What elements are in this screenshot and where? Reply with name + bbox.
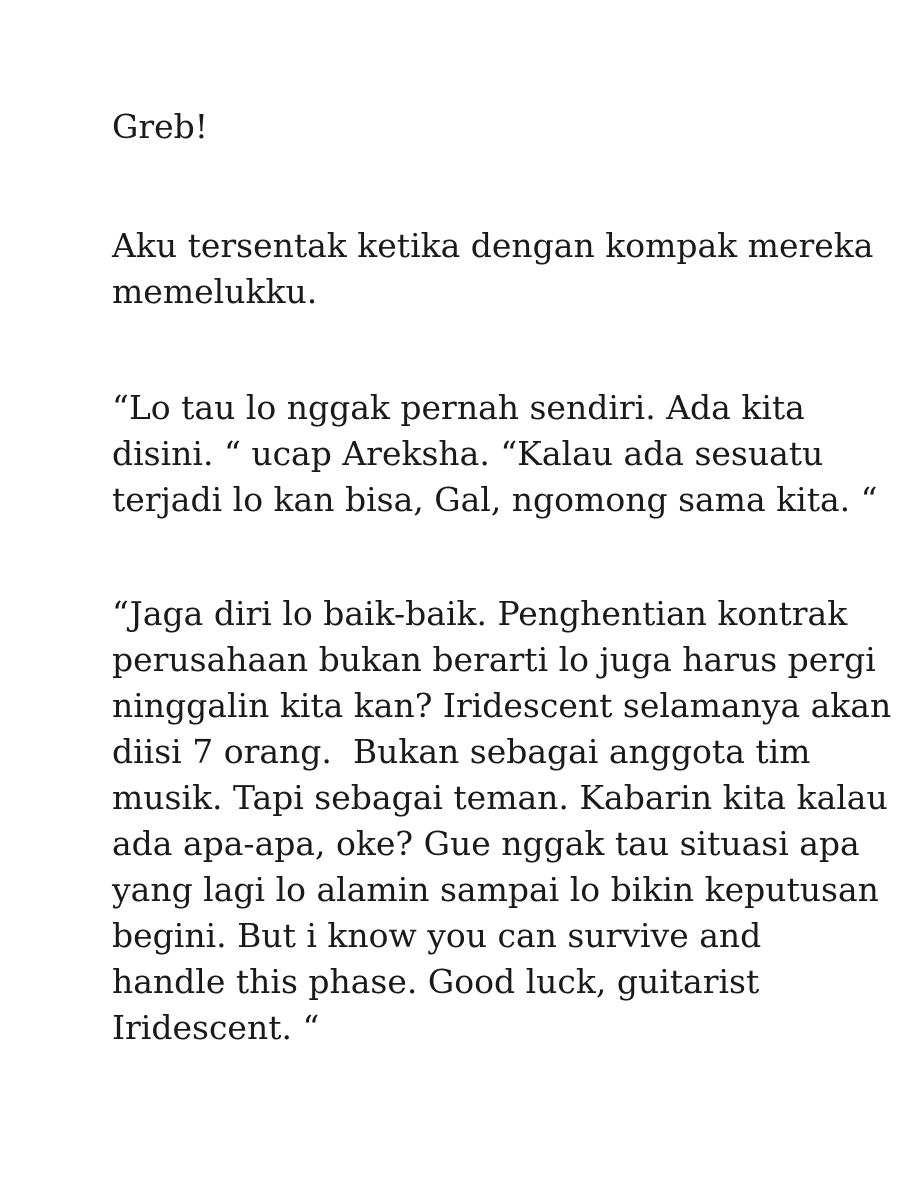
text-line: “Lo tau lo nggak pernah sendiri. Ada kita — [112, 388, 805, 427]
paragraph-dialogue-areksha — [112, 385, 878, 523]
text-line: musik. Tapi sebagai teman. Kabarin kita kalau — [112, 778, 888, 817]
text-line: Greb! — [112, 107, 209, 146]
text-line: begini. But i know you can survive and — [112, 916, 762, 955]
paragraph-greb — [112, 104, 812, 150]
text-line: terjadi lo kan bisa, Gal, ngomong sama kita. “ — [112, 480, 878, 519]
text-line: ninggalin kita kan? Iridescent selamanya akan — [112, 686, 892, 725]
text-line: Aku tersentak ketika dengan kompak mereka — [112, 226, 874, 265]
text-line: disini. “ ucap Areksha. “Kalau ada sesuatu — [112, 434, 824, 473]
text-line: Iridescent. “ — [112, 1008, 320, 1047]
text-line: “Jaga diri lo baik-baik. Penghentian kontrak — [112, 594, 848, 633]
paragraph-dialogue-farewell — [112, 591, 892, 1051]
text-line: memelukku. — [112, 272, 318, 311]
text-line: yang lagi lo alamin sampai lo bikin keputusan — [112, 870, 879, 909]
paragraph-narration — [112, 223, 874, 315]
text-line: handle this phase. Good luck, guitarist — [112, 962, 760, 1001]
text-line: perusahaan bukan berarti lo juga harus pergi — [112, 640, 876, 679]
text-line: ada apa-apa, oke? Gue nggak tau situasi apa — [112, 824, 860, 863]
text-line: diisi 7 orang. Bukan sebagai anggota tim — [112, 732, 811, 771]
